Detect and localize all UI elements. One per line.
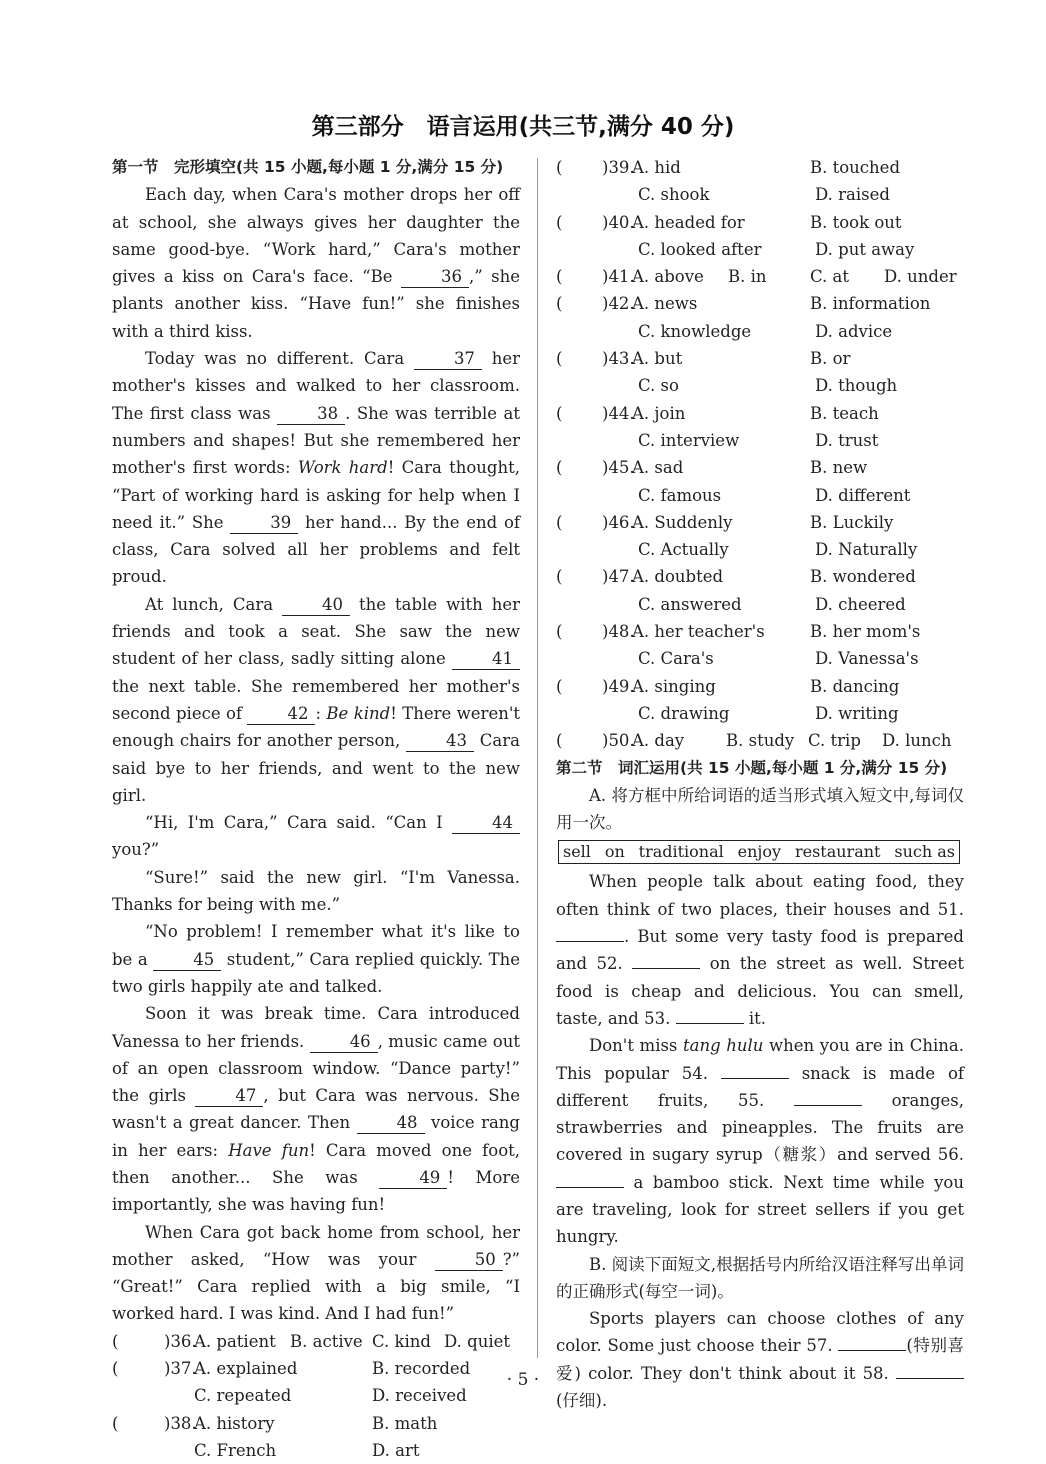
column-divider: [537, 158, 538, 1358]
answer-blank-56[interactable]: [556, 1171, 624, 1188]
question-48-row2: [556, 645, 964, 672]
left-column: [112, 154, 520, 1464]
blank-38: 38: [277, 404, 345, 425]
option-c[interactable]: C. drawing: [638, 703, 730, 723]
blank-39: 39: [230, 513, 298, 534]
answer-blank-53[interactable]: [676, 1007, 744, 1024]
cloze-paragraph-7: Soon it was break time. Cara introduced Vanessa to her friends. 46 , music came out of an open classroom window. “Dance party!” the girls 47 , but Cara was nervous. She wasn't a great dancer. Then 48 voice rang in her ears: Have fun! Cara moved one foot, then another... She was 49 ! More importantly, she was having fun!: [112, 1004, 521, 1215]
question-46-row2: [556, 536, 964, 563]
blank-40: 40: [282, 595, 350, 616]
question-38[interactable]: ( )38. A. history B. math: [112, 1410, 520, 1437]
option-c[interactable]: C. French: [194, 1440, 277, 1460]
option-d[interactable]: D. quiet: [444, 1331, 510, 1351]
option-b[interactable]: B. study: [726, 731, 795, 751]
question-39-row2: [556, 181, 964, 208]
blank-41: 41: [452, 649, 520, 670]
option-a[interactable]: A. day: [632, 731, 685, 751]
option-a[interactable]: A. history: [194, 1413, 275, 1433]
option-b[interactable]: B. math: [372, 1413, 438, 1433]
option-a[interactable]: A. explained: [194, 1359, 298, 1379]
blank-42: 42: [247, 704, 315, 725]
option-a[interactable]: A. hid: [632, 158, 681, 177]
question-40[interactable]: ( )40. A. headed for B. took out: [556, 209, 964, 236]
word-bank-item: on: [604, 842, 625, 862]
option-c[interactable]: C. knowledge: [638, 321, 752, 341]
part-a-instructions: A. 将方框中所给词语的适当形式填入短文中,每词仅用一次。: [556, 785, 964, 833]
question-42[interactable]: ( )42. A. news B. information: [556, 290, 964, 317]
part-b-instructions: B. 阅读下面短文,根据括号内所给汉语注释写出单词的正确形式(每空一词)。: [556, 1254, 964, 1301]
option-a[interactable]: A. doubted: [632, 567, 724, 587]
option-a[interactable]: A. Suddenly: [632, 512, 733, 532]
cloze-paragraph-6: “No problem! I remember what it's like to be a 45 student,” Cara replied quickly. The two girls happily ate and talked.: [112, 922, 521, 996]
question-43[interactable]: ( )43. A. but B. or: [556, 345, 964, 372]
cloze-paragraph-3: At lunch, Cara 40 the table with her friends and took a seat. She saw the new student of her class, sadly sitting alone 41 the next table. She remembered her mother's second piece of 42 : Be kind! There weren't enough chairs for another person, 43 Cara said bye to her friends, and went to the new girl.: [112, 594, 520, 805]
question-36[interactable]: ( )36. A. patient B. active C. kind D. quiet: [112, 1328, 520, 1355]
option-d[interactable]: D. trust: [815, 430, 879, 450]
answer-blank-51[interactable]: [556, 925, 624, 942]
option-d[interactable]: D. writing: [815, 703, 899, 723]
option-c[interactable]: C. at: [810, 267, 849, 287]
blank-50: 50: [435, 1250, 503, 1271]
option-d[interactable]: D. cheered: [815, 594, 906, 614]
question-44[interactable]: ( )44. A. join B. teach: [556, 400, 964, 427]
question-43-row2: [556, 372, 964, 399]
blank-46: 46: [310, 1032, 378, 1053]
question-50[interactable]: ( )50. A. day B. study C. trip D. lunch: [556, 727, 964, 754]
option-b[interactable]: B. teach: [810, 403, 879, 423]
vocab-paragraph-a2: Don't miss tang hulu when you are in China. This popular 54. snack is made of different fruits, 55. oranges, strawberries and pineapples. The fruits are covered in sugary syrup（糖浆）and served 56. a bamboo stick. Next time while you are traveling, look for street sellers if you get hungry.: [556, 1036, 964, 1247]
answer-blank-52[interactable]: [632, 952, 700, 969]
word-bank-item: traditional: [638, 842, 724, 862]
cloze-paragraph-4: “Hi, I'm Cara,” Cara said. “Can I 44 you?”: [112, 809, 520, 864]
blank-43: 43: [406, 731, 474, 752]
option-b[interactable]: B. or: [810, 349, 851, 369]
page-number: · 5 ·: [506, 1370, 540, 1390]
blank-48: 48: [357, 1113, 425, 1134]
cloze-paragraph-8: When Cara got back home from school, her mother asked, “How was your 50 ?” “Great!” Cara replied with a big smile, “I worked hard. I was kind. And I had fun!”: [112, 1222, 520, 1324]
option-d[interactable]: D. Vanessa's: [815, 649, 919, 669]
option-b[interactable]: B. new: [810, 458, 868, 478]
option-d[interactable]: D. though: [815, 376, 898, 396]
option-a[interactable]: A. headed for: [632, 212, 745, 232]
part-title: 第三部分 语言运用(共三节,满分 40 分): [311, 114, 735, 140]
option-b[interactable]: B. her mom's: [810, 622, 921, 642]
word-bank-item: such as: [894, 842, 955, 862]
option-d[interactable]: D. put away: [815, 239, 915, 259]
option-c[interactable]: C. repeated: [194, 1386, 292, 1406]
vocab-paragraph-a1: When people talk about eating food, they often think of two places, their houses and 51. . But some very tasty food is prepared and 52. on the street as well. Street food is cheap and delicious. You can smell, taste, and 53. it.: [556, 872, 964, 1028]
option-b[interactable]: B. wondered: [810, 567, 916, 587]
option-c[interactable]: C. shook: [638, 185, 710, 205]
option-d[interactable]: D. under: [884, 267, 957, 287]
word-bank-item: enjoy: [737, 842, 782, 862]
blank-36: 36: [401, 267, 469, 288]
option-c[interactable]: C. trip: [808, 731, 861, 751]
right-column: [556, 154, 964, 1414]
option-b[interactable]: B. touched: [810, 158, 901, 177]
option-b[interactable]: B. dancing: [810, 676, 900, 696]
option-d[interactable]: D. different: [815, 485, 911, 505]
cloze-paragraph-1: Each day, when Cara's mother drops her off at school, she always gives her daughter the same good-bye. “Work hard,” Cara's mother gives a kiss on Cara's face. “Be 36 ,” she plants another kiss. “Have fun!” she finishes with a third kiss.: [112, 185, 520, 341]
option-a[interactable]: A. news: [632, 294, 698, 314]
question-48[interactable]: ( )48. A. her teacher's B. her mom's: [556, 618, 964, 645]
question-42-row2: [556, 318, 964, 345]
option-a[interactable]: A. her teacher's: [632, 622, 765, 642]
question-45[interactable]: ( )45. A. sad B. new: [556, 454, 964, 481]
question-45-row2: [556, 482, 964, 509]
option-b[interactable]: B. recorded: [372, 1359, 471, 1379]
cloze-paragraph-5: “Sure!” said the new girl. “I'm Vanessa. Thanks for being with me.”: [112, 867, 520, 915]
blank-44: 44: [452, 813, 520, 834]
option-b[interactable]: B. in: [728, 267, 767, 287]
option-c[interactable]: C. so: [638, 376, 679, 396]
question-49[interactable]: ( )49. A. singing B. dancing: [556, 673, 964, 700]
option-a[interactable]: A. patient: [194, 1331, 276, 1351]
option-b[interactable]: B. active: [290, 1331, 363, 1351]
option-d[interactable]: D. Naturally: [815, 540, 918, 560]
question-40-row2: [556, 236, 964, 263]
section1-heading: 第一节 完形填空(共 15 小题,每小题 1 分,满分 15 分): [112, 158, 504, 176]
option-a[interactable]: A. sad: [632, 458, 684, 478]
option-b[interactable]: B. took out: [810, 212, 902, 232]
blank-37: 37: [414, 349, 482, 370]
option-d[interactable]: D. advice: [815, 321, 893, 341]
option-a[interactable]: A. singing: [632, 676, 716, 696]
word-bank-item: sell: [563, 842, 591, 862]
question-46[interactable]: ( )46. A. Suddenly B. Luckily: [556, 509, 964, 536]
blank-47: 47: [195, 1086, 263, 1107]
option-c[interactable]: C. looked after: [638, 239, 762, 259]
word-bank-box: [558, 840, 960, 864]
option-c[interactable]: C. Actually: [638, 540, 729, 560]
option-c[interactable]: C. interview: [638, 430, 740, 450]
option-a[interactable]: A. but: [632, 349, 683, 369]
option-c[interactable]: C. kind: [372, 1331, 431, 1351]
option-d[interactable]: D. received: [372, 1386, 467, 1406]
option-c[interactable]: C. Cara's: [638, 649, 714, 669]
section2-heading: 第二节 词汇运用(共 15 小题,每小题 1 分,满分 15 分): [556, 758, 948, 777]
question-49-row2: [556, 700, 964, 727]
question-38-row2: [112, 1437, 520, 1464]
blank-45: 45: [153, 950, 221, 971]
question-47[interactable]: ( )47. A. doubted B. wondered: [556, 563, 964, 590]
vocab-paragraph-b: Sports players can choose clothes of any color. Some just choose their 57. (特别喜爱) color. They don't think about it 58. (仔细).: [556, 1309, 965, 1411]
option-d[interactable]: D. raised: [815, 185, 890, 205]
question-39[interactable]: ( )39. A. hid B. touched: [556, 154, 964, 181]
option-a[interactable]: A. join: [632, 403, 686, 423]
option-b[interactable]: B. information: [810, 294, 931, 314]
answer-blank-57[interactable]: [838, 1334, 906, 1351]
option-d[interactable]: D. art: [372, 1440, 420, 1460]
option-c[interactable]: C. famous: [638, 485, 722, 505]
blank-49: 49: [379, 1168, 447, 1189]
option-c[interactable]: C. answered: [638, 594, 742, 614]
option-d[interactable]: D. lunch: [882, 731, 952, 751]
cloze-paragraph-2: Today was no different. Cara 37 her mother's kisses and walked to her classroom. The first class was 38 . She was terrible at numbers and shapes! But she remembered her mother's first words: Work hard! Cara thought, “Part of working hard is asking for help when I need it.” She 39 her hand... By the end of class, Cara solved all her problems and felt proud.: [112, 349, 520, 587]
question-44-row2: [556, 427, 964, 454]
question-47-row2: [556, 591, 964, 618]
question-37[interactable]: ( )37. A. explained B. recorded: [112, 1355, 520, 1382]
question-41[interactable]: ( )41. A. above B. in C. at D. under: [556, 263, 964, 290]
option-a[interactable]: A. above: [632, 267, 704, 287]
word-bank-item: restaurant: [794, 842, 881, 862]
option-b[interactable]: B. Luckily: [810, 512, 894, 532]
answer-blank-54[interactable]: [721, 1062, 789, 1079]
answer-blank-55[interactable]: [794, 1089, 862, 1106]
